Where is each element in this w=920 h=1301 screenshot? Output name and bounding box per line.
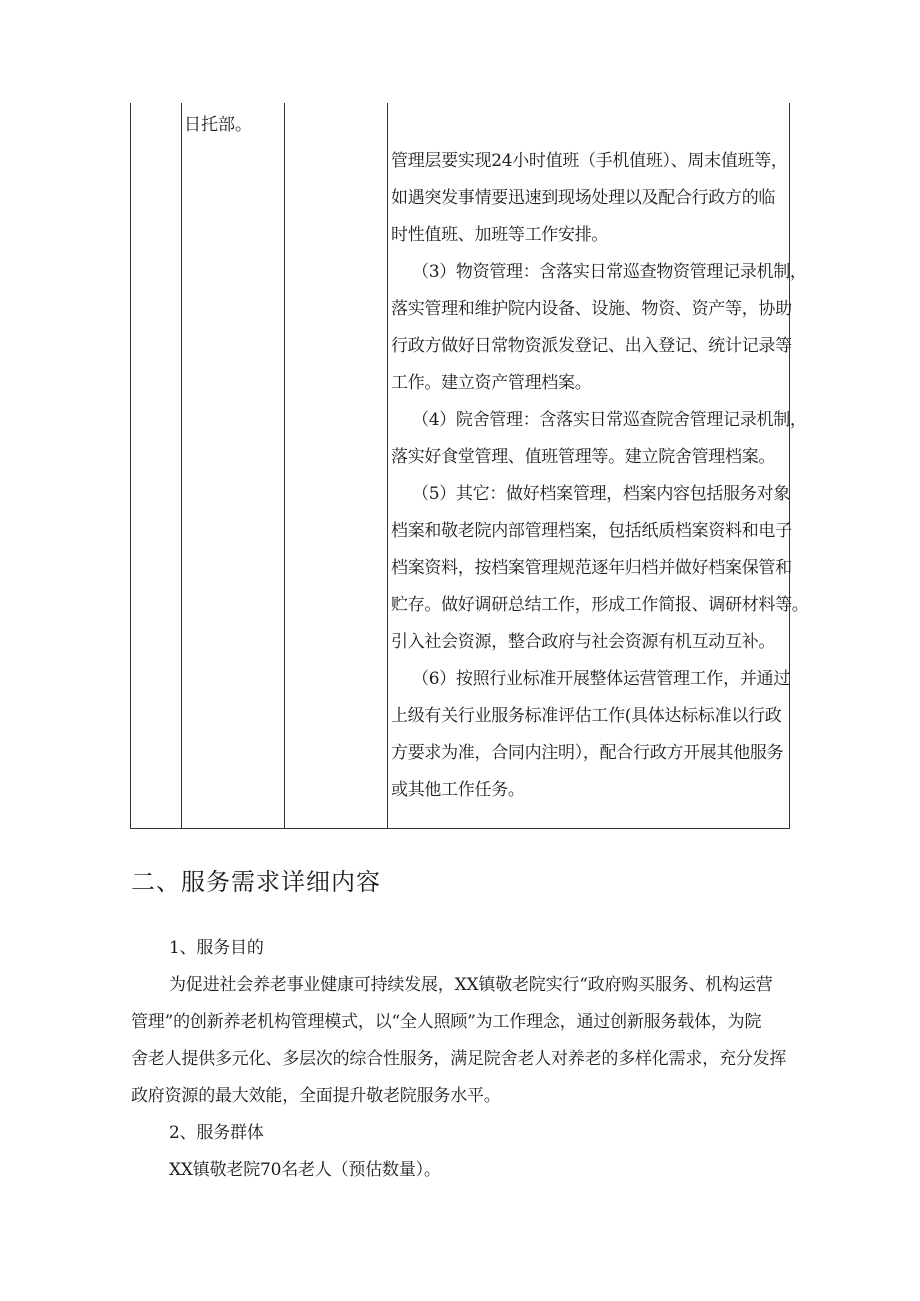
table-border-left [130, 103, 131, 829]
table-cell-line: 档案资料，按档案管理规范逐年归档并做好档案保管和 [391, 558, 792, 578]
table-cell-col3 [391, 143, 809, 809]
table-border-bottom [130, 828, 790, 829]
table-divider-1 [181, 103, 182, 829]
paragraph-line: 为促进社会养老事业健康可持续发展，XX镇敬老院实行“政府购买服务、机构运营 [169, 975, 773, 995]
table-cell-line: 引入社会资源，整合政府与社会资源有机互动互补。 [391, 632, 776, 652]
table-cell-line: 贮存。做好调研总结工作，形成工作简报、调研材料等。 [391, 595, 809, 615]
paragraph-line: 政府资源的最大效能，全面提升敬老院服务水平。 [131, 1086, 501, 1106]
table-cell-line: （6）按照行业标准开展整体运营管理工作，并通过 [412, 669, 790, 689]
table-cell-col1: 日托部。 [184, 115, 252, 135]
table-cell-line: 上级有关行业服务标准评估工作(具体达标标准以行政 [391, 706, 782, 726]
table-cell-line: 行政方做好日常物资派发登记、出入登记、统计记录等 [391, 336, 792, 356]
section-body [131, 930, 791, 1189]
table-divider-2 [284, 103, 285, 829]
paragraph-line: 舍老人提供多元化、多层次的综合性服务，满足院舍老人对养老的多样化需求，充分发挥 [131, 1049, 787, 1069]
table-cell-line: 落实管理和维护院内设备、设施、物资、资产等，协助 [391, 299, 792, 319]
table-cell-line: 档案和敬老院内部管理档案，包括纸质档案资料和电子 [391, 521, 792, 541]
item2-text: XX镇敬老院70名老人（预估数量）。 [169, 1160, 441, 1180]
table-cell-line: 时性值班、加班等工作安排。 [391, 225, 609, 245]
item1-title: 1、服务目的 [169, 938, 264, 958]
table-cell-line: （5）其它：做好档案管理，档案内容包括服务对象 [412, 484, 790, 504]
table-cell-line: 如遇突发事情要迅速到现场处理以及配合行政方的临 [391, 188, 776, 208]
table-cell-line: 落实好食堂管理、值班管理等。建立院舍管理档案。 [391, 447, 776, 467]
table-cell-line: （3）物资管理：含落实日常巡查物资管理记录机制， [412, 262, 807, 282]
table-cell-line: 管理层要实现24小时值班（手机值班）、周末值班等， [391, 151, 788, 171]
table-cell-line: 或其他工作任务。 [391, 780, 525, 800]
table-border-right [789, 103, 790, 829]
item2-title: 2、服务群体 [169, 1123, 264, 1143]
paragraph-line: 管理”的创新养老机构管理模式，以“全人照顾”为工作理念，通过创新服务载体，为院 [131, 1012, 762, 1032]
table-cell-line: 工作。建立资产管理档案。 [391, 373, 592, 393]
table-cell-line: 方要求为准，合同内注明），配合行政方开展其他服务 [391, 743, 784, 763]
section-heading: 二、服务需求详细内容 [131, 868, 381, 896]
table-cell-line: （4）院舍管理：含落实日常巡查院舍管理记录机制， [412, 410, 807, 430]
table-divider-3 [387, 103, 388, 829]
